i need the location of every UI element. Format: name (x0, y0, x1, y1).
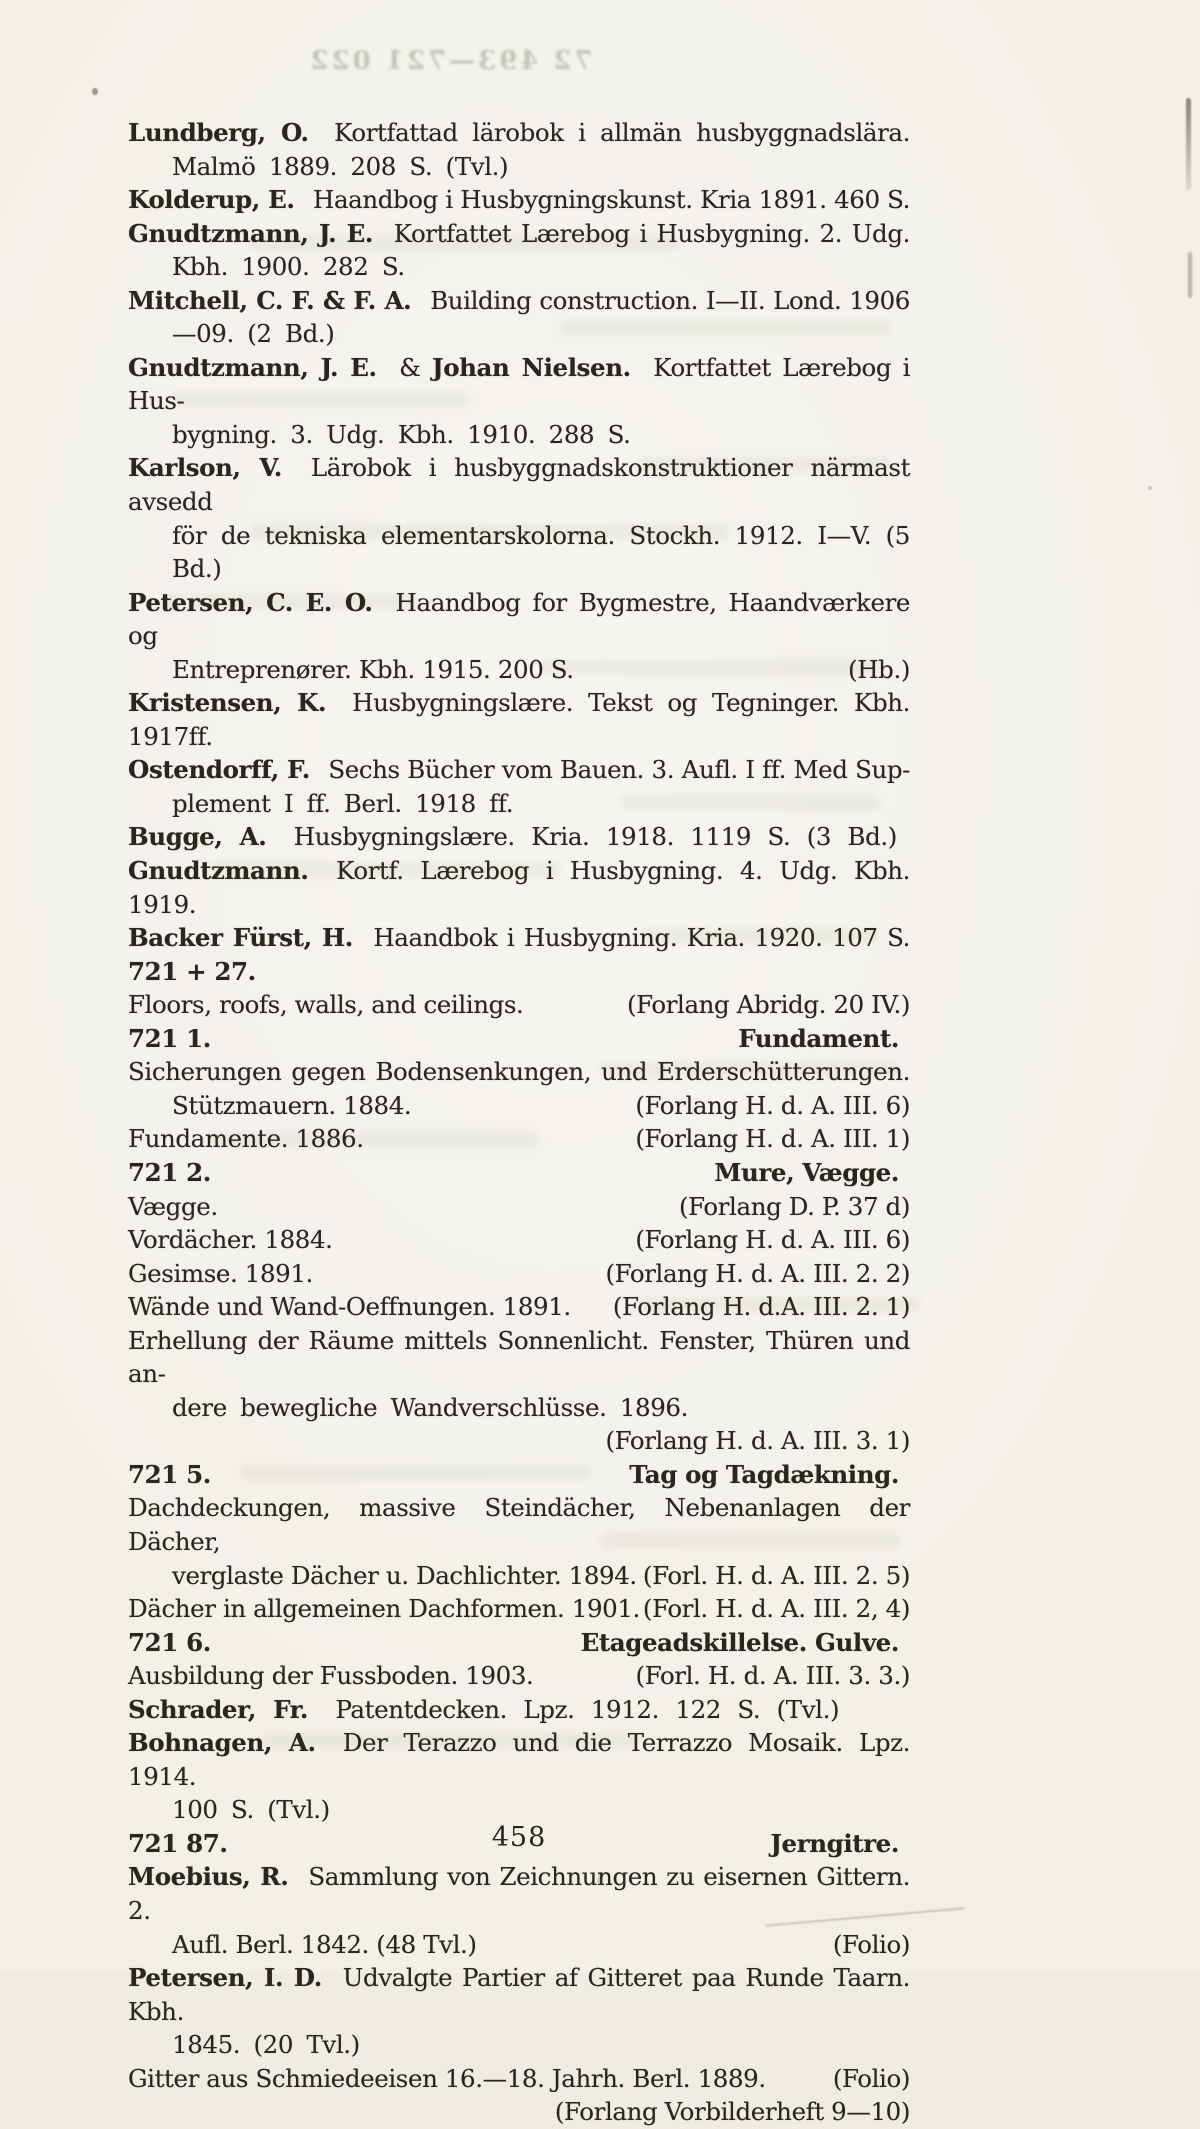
author-name: Gnudtzmann. (128, 856, 309, 886)
subject-line (128, 1290, 910, 1324)
subject-line (128, 1659, 910, 1693)
entry-text: Haandbog for Bygmestre, Haandværkere og (128, 587, 911, 651)
entry-line (128, 921, 910, 955)
author-name: Kristensen, K. (128, 688, 327, 718)
author-name: Karlson, V. (128, 453, 282, 483)
author-name: Bohnagen, A. (128, 1728, 316, 1758)
forlang-reference: (Forlang D. P. 37 d) (678, 1191, 910, 1221)
author-name: Mitchell, C. F. & F. A. (128, 285, 412, 315)
subject-line (128, 1592, 910, 1626)
subject-text: Sicherungen gegen Bodensenkungen, und Erderschütterungen. (128, 1057, 910, 1087)
section-title: Fundament. (738, 1023, 899, 1053)
subject-text: verglaste Dächer u. Dachlichter. 1894. (172, 1560, 637, 1590)
entry-line (128, 217, 910, 251)
entry-continuation-line (128, 2028, 910, 2062)
entry-text: Udvalgte Partier af Gitteret paa Runde Taarn. Kbh. (128, 1963, 911, 2026)
classmark: 721 1. (128, 1023, 211, 1053)
section-title: Mure, Vægge. (714, 1157, 899, 1187)
classmark: 721 6. (128, 1627, 211, 1657)
entry-text: Husbygningslære. Kria. 1918. 1119 S. (3 Bd.) (293, 822, 897, 852)
forlang-reference: (Forlang H. d. A. III. 2. 2) (605, 1258, 910, 1288)
entry-text: Kbh. 1900. 282 S. (172, 252, 405, 282)
entry-line (128, 854, 910, 921)
subject-text: Wände und Wand-Oeffnungen. 1891. (128, 1292, 571, 1322)
subject-text: Vægge. (128, 1191, 218, 1221)
author-name: Kolderup, E. (128, 185, 295, 215)
forlang-reference: (Forlang H. d.A. III. 2. 1) (612, 1292, 910, 1322)
subject-text: Ausbildung der Fussboden. 1903. (128, 1661, 534, 1691)
author-name: Gnudtzmann, J. E. (128, 218, 374, 248)
author-name: Ostendorff, F. (128, 755, 310, 785)
subject-line (128, 988, 910, 1022)
entry-continuation-line (128, 250, 910, 284)
entry-text: Entreprenører. Kbh. 1915. 200 S. (172, 654, 574, 684)
subject-line (128, 1190, 910, 1224)
entry-text: Kortfattet Lærebog i Husbygning. 2. Udg. (393, 218, 910, 248)
entry-text: Haandbog i Husbygningskunst. Kria 1891. 460 S. (312, 185, 910, 215)
forlang-reference: (Forlang Vorbilderheft 9—10) (554, 2097, 910, 2127)
forlang-reference: (Forlang Abridg. 20 IV.) (626, 990, 910, 1020)
subject-text: Dachdeckungen, massive Steindächer, Nebenanlagen der Dächer, (128, 1493, 910, 1556)
entry-continuation-line (128, 653, 910, 687)
entry-text: bygning. 3. Udg. Kbh. 1910. 288 S. (172, 419, 631, 449)
entry-line (128, 1726, 910, 1793)
subject-text: Vordächer. 1884. (128, 1225, 333, 1255)
entry-line (128, 586, 910, 653)
entry-text: Haandbok i Husbygning. Kria. 1920. 107 S. (373, 923, 910, 953)
entry-continuation-line (128, 150, 910, 184)
entry-continuation-line (128, 1928, 910, 1962)
subject-text: Gesimse. 1891. (128, 1258, 313, 1288)
subject-line (128, 1491, 910, 1558)
forlang-reference: (Forlang H. d. A. III. 6) (635, 1090, 910, 1120)
classmark-heading (128, 1626, 910, 1660)
classmark: 721 2. (128, 1157, 211, 1187)
entry-text: & (399, 352, 421, 382)
entry-text: 1845. (20 Tvl.) (172, 2030, 360, 2060)
subject-line (128, 1559, 910, 1593)
classmark-heading (128, 955, 910, 989)
entry-text: Building construction. I—II. Lond. 1906 (430, 285, 910, 315)
entry-text: för de tekniska elementarskolorna. Stockh. 1912. I—V. (5 Bd.) (172, 520, 910, 584)
entry-text: Kortf. Lærebog i Husbygning. 4. Udg. Kbh. 1919. (128, 856, 911, 919)
entry-line (128, 1693, 910, 1727)
author-name: Bugge, A. (128, 822, 267, 852)
subject-text: dere bewegliche Wandverschlüsse. 1896. (172, 1392, 688, 1422)
entry-line (128, 820, 910, 854)
subject-line (128, 1089, 910, 1123)
author-name: Lundberg, O. (128, 118, 309, 147)
entry-text: Malmö 1889. 208 S. (Tvl.) (172, 151, 509, 181)
forlang-reference: (Forlang H. d. A. III. 6) (635, 1225, 910, 1255)
forlang-reference: (Forl. H. d. A. III. 2. 5) (642, 1560, 910, 1590)
subject-text: Floors, roofs, walls, and ceilings. (128, 990, 524, 1020)
subject-text: Erhellung der Räume mittels Sonnenlicht. Fenster, Thüren und an- (128, 1325, 910, 1389)
classmark-heading (128, 1022, 910, 1056)
subject-line (128, 2062, 910, 2096)
forlang-reference: (Folio) (832, 2063, 910, 2093)
entry-line (128, 1860, 910, 1927)
author-name: Backer Fürst, H. (128, 923, 353, 953)
subject-line (128, 1055, 910, 1089)
subject-line (128, 1257, 910, 1291)
section-title: Jerngitre. (770, 1828, 899, 1858)
author-name: Moebius, R. (128, 1862, 289, 1892)
forlang-reference: (Forl. H. d. A. III. 2, 4) (642, 1594, 910, 1624)
entry-text: Kortfattad lärobok i allmän husbyggnadslära. (334, 118, 911, 147)
entry-line (128, 183, 910, 217)
classmark: 721 87. (128, 1828, 228, 1858)
classmark-heading (128, 1458, 910, 1492)
entry-line (128, 116, 910, 150)
entry-line (128, 1961, 910, 2028)
section-title: Tag og Tagdækning. (629, 1459, 899, 1489)
entry-continuation-line (128, 519, 910, 586)
subject-text: Stützmauern. 1884. (172, 1090, 412, 1120)
classmark: 721 + 27. (128, 956, 256, 986)
subject-line (128, 1122, 910, 1156)
forlang-reference: (Forlang H. d. A. III. 3. 1) (605, 1426, 910, 1456)
page-edge-mark (1188, 252, 1192, 298)
entry-text: Aufl. Berl. 1842. (48 Tvl.) (172, 1929, 477, 1959)
entry-text: Husbygningslære. Tekst og Tegninger. Kbh. 1917ff. (128, 688, 911, 751)
entry-text: plement I ff. Berl. 1918 ff. (172, 788, 514, 818)
page-edge-mark (1186, 98, 1191, 190)
entry-text: Lärobok i husbyggnadskonstruktioner närmast avsedd (128, 453, 911, 517)
subject-continuation-line (128, 1391, 910, 1425)
author-name: Schrader, Fr. (128, 1694, 309, 1724)
forlang-reference: (Folio) (832, 1929, 910, 1959)
entry-line (128, 284, 910, 318)
page-number: 458 (491, 1822, 547, 1853)
section-title: Etageadskillelse. Gulve. (580, 1627, 899, 1657)
scan-speck (92, 88, 98, 95)
classmark: 721 5. (128, 1459, 211, 1489)
entry-text: 100 S. (Tvl.) (172, 1795, 330, 1825)
entry-text: Kortfattet Lærebog i Hus- (128, 352, 911, 416)
verso-bleedthrough-text: 72 493—721 022 (307, 46, 593, 76)
classmark-heading (128, 1156, 910, 1190)
author-name: Petersen, C. E. O. (128, 587, 373, 617)
entry-continuation-line (128, 787, 910, 821)
subject-line (128, 1324, 910, 1391)
forlang-reference: (Forl. H. d. A. III. 3. 3.) (635, 1661, 910, 1691)
entry-line (128, 753, 910, 787)
entry-text: Patentdecken. Lpz. 1912. 122 S. (Tvl.) (335, 1694, 840, 1724)
entry-line (128, 351, 910, 418)
subject-text: Fundamente. 1886. (128, 1124, 364, 1154)
subject-text: Gitter aus Schmiedeeisen 16.—18. Jahrh. Berl. 1889. (128, 2063, 766, 2093)
entry-text: Sammlung von Zeichnungen zu eisernen Gittern. 2. (128, 1862, 910, 1925)
subject-text: Dächer in allgemeinen Dachformen. 1901. (128, 1594, 640, 1624)
author-name: Johan Nielsen. (432, 352, 631, 382)
entry-text: —09. (2 Bd.) (172, 319, 335, 349)
entry-text: Der Terazzo und die Terrazzo Mosaik. Lpz. 1914. (128, 1728, 911, 1791)
forlang-reference: (Hb.) (848, 654, 910, 684)
forlang-reference: (Forlang H. d. A. III. 1) (635, 1124, 910, 1154)
entry-line (128, 451, 910, 518)
entry-continuation-line (128, 317, 910, 351)
subject-line (128, 1223, 910, 1257)
entry-line (128, 686, 910, 753)
entry-text: Sechs Bücher vom Bauen. 3. Aufl. I ff. Med Sup- (328, 755, 911, 785)
author-name: Gnudtzmann, J. E. (128, 352, 377, 382)
scan-speck (1148, 486, 1152, 490)
reference-line (128, 1424, 910, 1458)
author-name: Petersen, I. D. (128, 1963, 322, 1993)
reference-line (128, 2095, 910, 2129)
entry-continuation-line (128, 418, 910, 452)
